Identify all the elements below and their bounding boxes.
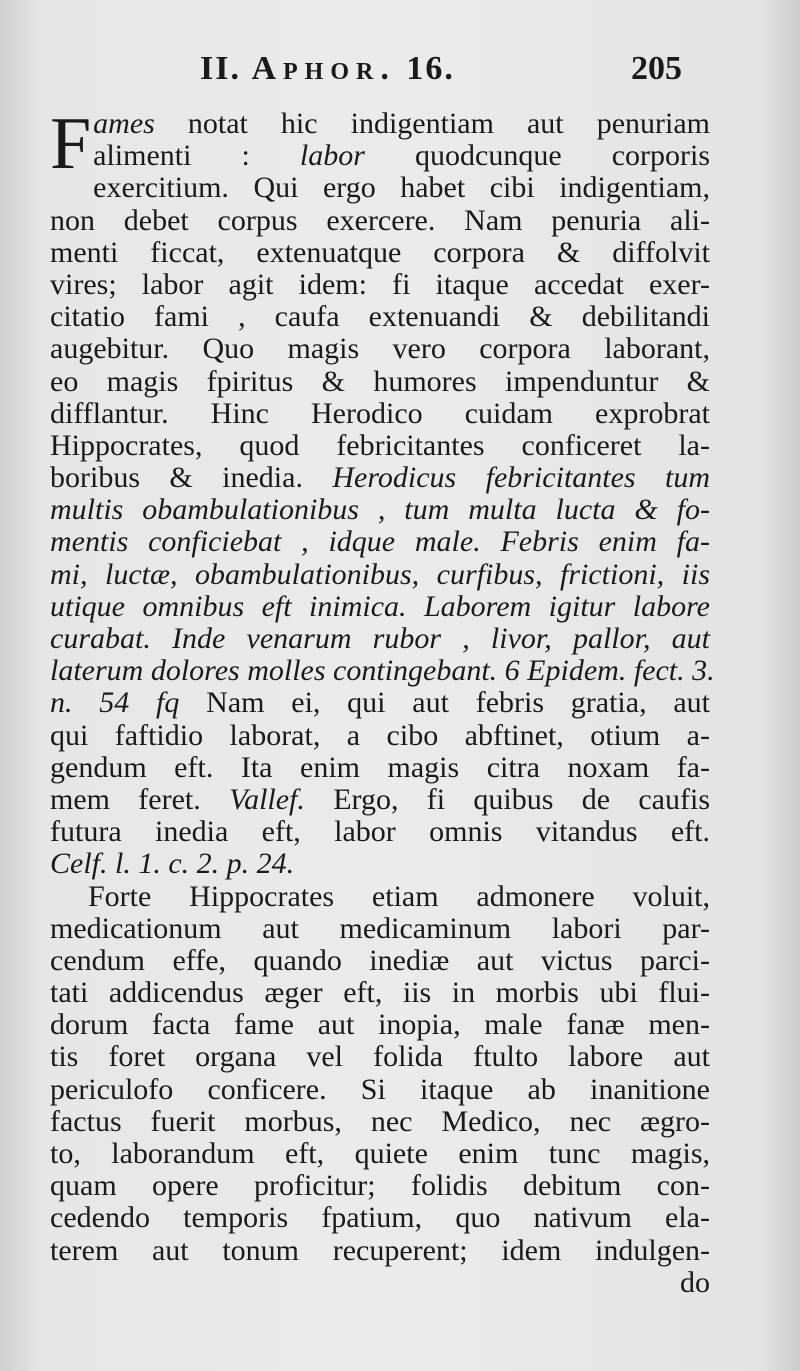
text-line: augebitur. Quo magis vero corpora laborant, xyxy=(50,332,710,366)
text-line: vires; labor agit idem: fi itaque accedat exer- xyxy=(50,267,710,301)
text-line: factus fuerit morbus, nec Medico, nec ægro- xyxy=(50,1104,710,1138)
text-line: quam opere proficitur; folidis debitum con- xyxy=(50,1169,710,1203)
running-head-roman: II. xyxy=(200,50,241,87)
text-line xyxy=(50,784,710,816)
text-line: mi, luctæ, obambulationibus, curfibus, frictioni, iis xyxy=(50,557,710,591)
body-text xyxy=(50,103,715,1299)
drop-cap: F xyxy=(50,103,92,185)
text-line: exercitium. Qui ergo habet cibi indigentiam, xyxy=(93,171,710,205)
italic-word: labor xyxy=(299,139,365,173)
italic-quote: Herodicus febricitantes tum xyxy=(332,461,711,495)
catchword: do xyxy=(680,1265,710,1299)
line-text: quodcunque corporis xyxy=(364,139,710,173)
line-text: mem feret. xyxy=(50,782,230,816)
running-head-caps: Aphor. xyxy=(251,50,396,87)
text-line: cendum effe, quando inediæ aut victus parci- xyxy=(50,943,710,977)
text-line: utique omnibus eft inimica. Laborem igitur labore xyxy=(50,589,710,623)
text-line: citatio fami , caufa extenuandi & debilitandi xyxy=(50,300,710,334)
text-line: difflantur. Hinc Herodico cuidam exprobrat xyxy=(50,396,710,430)
text-line: multis obambulationibus , tum multa lucta & fo- xyxy=(50,493,710,527)
text-line: qui faftidio laborat, a cibo abftinet, otium a- xyxy=(50,718,710,752)
running-head xyxy=(200,50,455,88)
text-line: tis foret organa vel folida ftulto labore aut xyxy=(50,1040,710,1074)
italic-citation: Vallef. xyxy=(229,782,305,816)
text-line: non debet corpus exercere. Nam penuria ali- xyxy=(50,203,710,237)
text-line: curabat. Inde venarum rubor , livor, pallor, aut xyxy=(50,622,710,655)
text-line: periculofo conficere. Si itaque ab inanitione xyxy=(50,1072,710,1106)
text-line: to, laborandum eft, quiete enim tunc magis, xyxy=(50,1137,710,1170)
text-line: futura inedia eft, labor omnis vitandus eft. xyxy=(50,815,710,849)
line-text: Ergo, fi quibus de caufis xyxy=(304,782,710,816)
text-line: Hippocrates, quod febricitantes conficeret la- xyxy=(50,428,710,462)
text-line: Forte Hippocrates etiam admonere voluit, xyxy=(88,879,710,913)
text-line: mentis conficiebat , idque male. Febris enim fa- xyxy=(50,525,710,559)
text-line: dorum facta fame aut inopia, male fanæ men- xyxy=(50,1008,710,1042)
line-text: alimenti : xyxy=(93,139,300,173)
italic-word: ames xyxy=(93,107,155,140)
page-number: 205 xyxy=(631,50,682,87)
page-header xyxy=(0,50,800,90)
text-line: terem aut tonum recuperent; idem indulgen- xyxy=(50,1233,710,1267)
text-line: tati addicendus æger eft, iis in morbis ubi flui- xyxy=(50,976,710,1010)
line-text: boribus & inedia. xyxy=(50,461,333,495)
line-text: Nam ei, qui aut febris gratia, aut xyxy=(179,686,710,720)
text-line xyxy=(50,108,710,140)
text-line xyxy=(50,462,710,494)
text-line: gendum eft. Ita enim magis citra noxam fa- xyxy=(50,750,710,784)
text-line: eo magis fpiritus & humores impenduntur & xyxy=(50,364,710,398)
text-line xyxy=(50,687,710,719)
text-line: Celf. l. 1. c. 2. p. 24. xyxy=(50,847,295,881)
text-line: laterum dolores molles contingebant. 6 Epidem. fect. 3. xyxy=(50,654,715,688)
italic-citation: n. 54 fq xyxy=(50,686,180,720)
text-line xyxy=(50,140,710,172)
line-text: notat hic indigentiam aut penuriam xyxy=(154,107,710,140)
text-line: menti ficcat, extenuatque corpora & diffolvit xyxy=(50,235,710,269)
text-line: cedendo temporis fpatium, quo nativum ela- xyxy=(50,1201,710,1235)
text-line: medicationum aut medicaminum labori par- xyxy=(50,911,710,945)
running-head-number: 16. xyxy=(406,50,455,87)
